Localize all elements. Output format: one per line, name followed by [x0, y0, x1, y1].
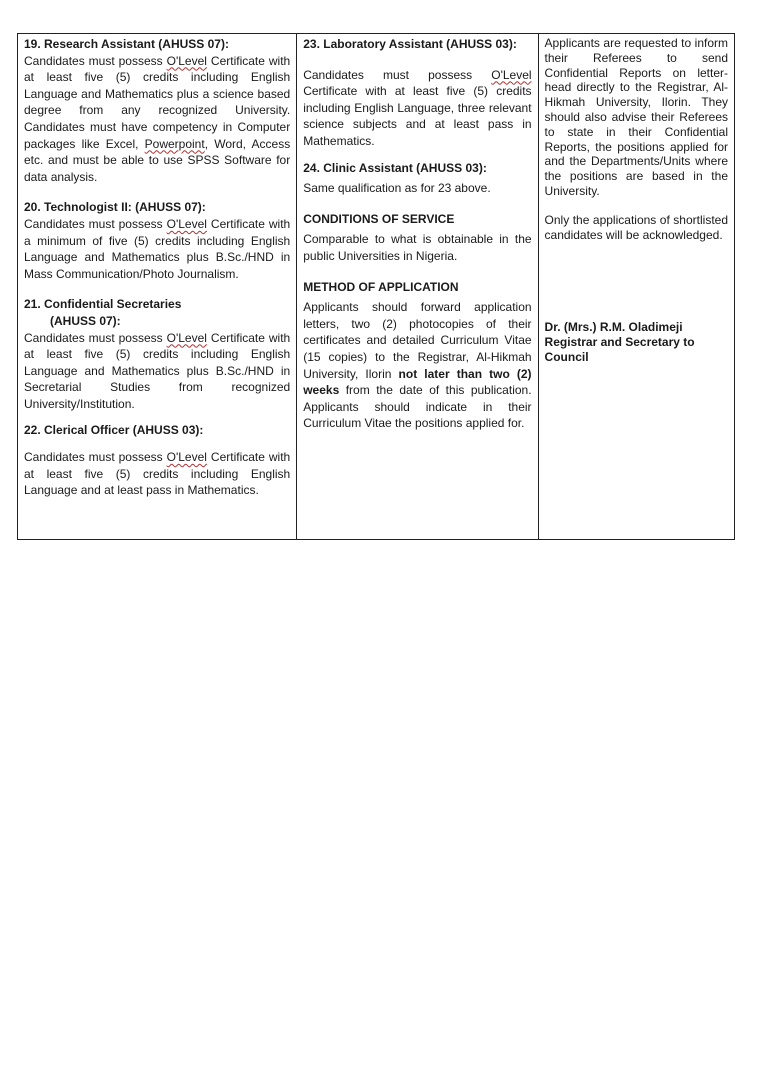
conditions-of-service-body: Comparable to what is obtainable in the public Universities in Nigeria.: [303, 232, 532, 263]
method-of-application-title: METHOD OF APPLICATION: [303, 279, 459, 294]
section-24-title: 24. Clinic Assistant (AHUSS 03):: [303, 160, 487, 175]
section-21-olevel: O'Level: [166, 330, 207, 345]
section-19-text-a: Candidates must possess: [24, 53, 167, 68]
signatory-title: Registrar and Secretary to Council: [544, 335, 695, 364]
method-text-b: from the date of this publication. Applicants should indicate in their Curriculum Vitae the positions applied for.: [303, 383, 532, 431]
section-23-text-a: Candidates must possess: [303, 67, 492, 82]
section-23-body: [303, 67, 531, 150]
section-21-title: 21. Confidential Secretaries: [24, 297, 182, 312]
section-20-text-b: Certificate with a minimum of five (5) credits including English Language and Mathematics plus B.Sc./HND in Mass Communication/Photo Journalism.: [24, 216, 291, 281]
method-text-a: Applicants should forward application letters, two (2) photocopies of their certificates and detailed Curriculum Vitae (15 copies) to the Registrar, Al-Hikmah University, Ilorin: [303, 300, 532, 381]
referees-note: Applicants are requested to inform their Referees to send Confidential Reports on letter-head directly to the Registrar, Al-Hikmah University, Ilorin. They should also advise their Referees to state in their Confidential Reports, the positions applied for and the Departments/Units where the positions are based in the University.: [544, 36, 728, 198]
section-22-body: [24, 449, 290, 499]
section-19-powerpoint: Powerpoint: [144, 136, 205, 151]
column-right: [539, 34, 734, 539]
section-21-text-b: Certificate with at least five (5) credits including English Language and Mathematics plus B.Sc./HND in Secretarial Studies from recognized University/Institution.: [24, 330, 291, 411]
section-24-body: Same qualification as for 23 above.: [303, 181, 491, 196]
conditions-of-service-title: CONDITIONS OF SERVICE: [303, 211, 455, 226]
column-left: [18, 34, 297, 539]
section-23-text-b: Certificate with at least five (5) credits including English Language, three relevant science subjects and at least pass in Mathematics.: [303, 84, 532, 148]
section-23-olevel: O'Level: [491, 67, 532, 82]
section-20-body: [24, 216, 290, 282]
section-21-text-a: Candidates must possess: [24, 330, 167, 345]
advertisement-table: [17, 33, 735, 540]
section-19-title: 19. Research Assistant (AHUSS 07):: [24, 37, 229, 51]
section-22-olevel: O'Level: [166, 450, 207, 465]
section-22-text-a: Candidates must possess: [24, 450, 167, 465]
section-20-title: 20. Technologist II: (AHUSS 07):: [24, 200, 206, 215]
section-22-text-b: Certificate with at least five (5) credits including English Language and at least pass in Mathematics.: [24, 450, 291, 498]
section-19-olevel: O'Level: [166, 53, 207, 68]
section-20-text-a: Candidates must possess: [24, 216, 167, 231]
section-19-body: [24, 53, 290, 186]
method-of-application-body: [303, 299, 531, 432]
section-19-text-b: Certificate with at least five (5) credits including English Language and Mathematics plus a science based degree from any recognized University. Candidates must have competency in Computer packages like Excel,: [24, 53, 291, 151]
shortlist-note: Only the applications of shortlisted candidates will be acknowledged.: [544, 212, 728, 242]
section-21-body: [24, 330, 290, 413]
method-deadline: not later than two (2) weeks: [303, 366, 532, 398]
signatory-name: Dr. (Mrs.) R.M. Oladimeji: [544, 320, 683, 335]
section-21-code: (AHUSS 07):: [50, 313, 121, 328]
section-22-title: 22. Clerical Officer (AHUSS 03):: [24, 423, 204, 438]
column-middle: [297, 34, 538, 539]
section-20-olevel: O'Level: [166, 216, 207, 231]
section-19-text-c: , Word, Access etc. and must be able to use SPSS Software for data analysis.: [24, 136, 291, 184]
section-23-title: 23. Laboratory Assistant (AHUSS 03):: [303, 37, 517, 51]
